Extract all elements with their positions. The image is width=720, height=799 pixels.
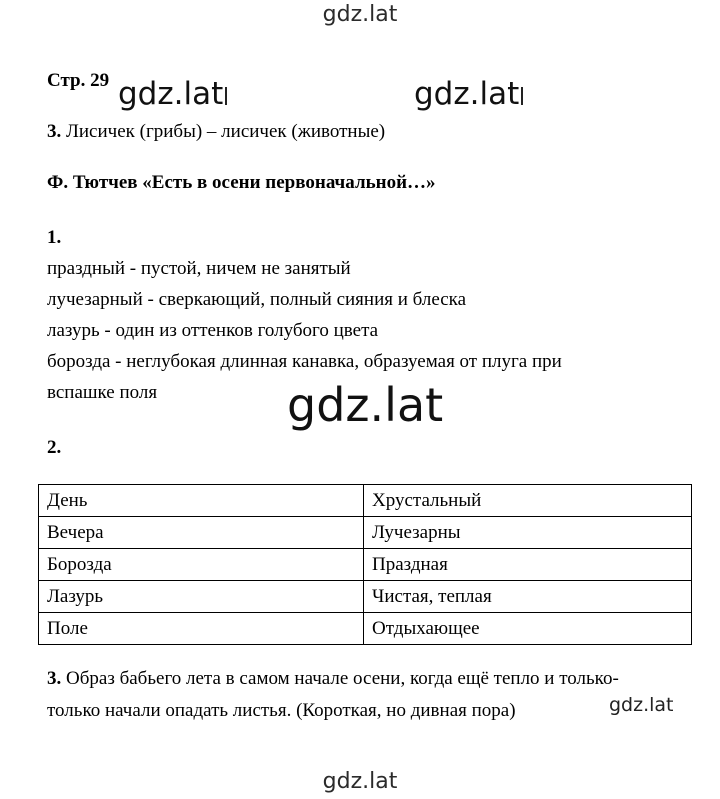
watermark-middle: gdz.lat bbox=[287, 378, 444, 432]
watermark-right: gdz.lat bbox=[609, 694, 674, 716]
table-row bbox=[39, 613, 692, 645]
table-row bbox=[39, 581, 692, 613]
task1-line: лучезарный - сверкающий, полный сияния и блеска bbox=[47, 289, 467, 310]
watermark-bottom: gdz.lat bbox=[322, 769, 398, 794]
table-row bbox=[39, 517, 692, 549]
table-cell-epithet: Отдыхающее bbox=[364, 613, 692, 645]
table-cell-word: Вечера bbox=[39, 517, 364, 549]
epithet-table bbox=[38, 484, 692, 645]
watermark-top: gdz.lat bbox=[322, 2, 398, 27]
watermark-header-right: gdz.lat bbox=[414, 76, 523, 112]
item3-top-text: Лисичек (грибы) – лисичек (животные) bbox=[66, 121, 386, 142]
task3-line-2: только начали опадать листья. (Короткая, но дивная пора) bbox=[47, 700, 516, 721]
task2-number: 2. bbox=[47, 437, 62, 458]
table-cell-word: День bbox=[39, 485, 364, 517]
table-cell-epithet: Чистая, теплая bbox=[364, 581, 692, 613]
task1-line: лазурь - один из оттенков голубого цвета bbox=[47, 320, 379, 341]
item3-top-number: 3. bbox=[47, 121, 62, 142]
table-row bbox=[39, 485, 692, 517]
table-cell-word: Лазурь bbox=[39, 581, 364, 613]
task1-number: 1. bbox=[47, 227, 62, 248]
item3-top bbox=[47, 121, 385, 143]
task1-line: праздный - пустой, ничем не занятый bbox=[47, 258, 351, 279]
table-cell-epithet: Праздная bbox=[364, 549, 692, 581]
task3-text: Образ бабьего лета в самом начале осени, когда ещё тепло и только- bbox=[66, 668, 619, 689]
table-row bbox=[39, 549, 692, 581]
watermark-header-left: gdz.lat bbox=[118, 76, 227, 112]
table-cell-epithet: Лучезарны bbox=[364, 517, 692, 549]
section-heading: Ф. Тютчев «Есть в осени первоначальной…» bbox=[47, 172, 436, 193]
table-cell-word: Борозда bbox=[39, 549, 364, 581]
task3-line-1 bbox=[47, 668, 619, 690]
table-cell-word: Поле bbox=[39, 613, 364, 645]
task1-line: борозда - неглубокая длинная канавка, образуемая от плуга при bbox=[47, 351, 562, 372]
task1-line: вспашке поля bbox=[47, 382, 158, 403]
table-cell-epithet: Хрустальный bbox=[364, 485, 692, 517]
page-label: Стр. 29 bbox=[47, 70, 110, 91]
task3-number: 3. bbox=[47, 668, 62, 689]
